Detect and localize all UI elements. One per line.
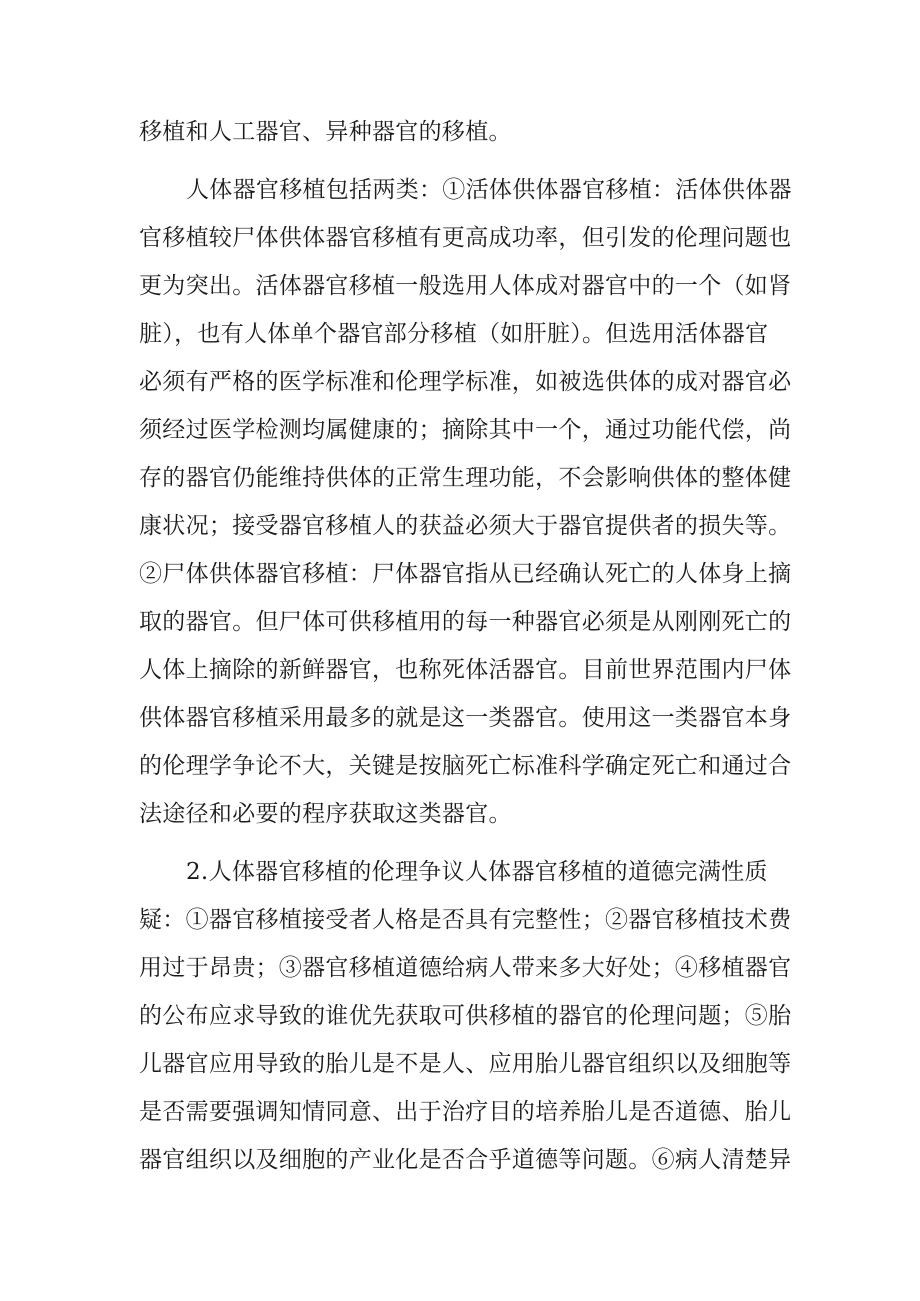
text-line: 移植和人工器官、异种器官的移植。 [139, 119, 512, 145]
text-line: 须经过医学检测均属健康的；摘除其中一个，通过功能代偿，尚 [139, 417, 792, 443]
text-line: 存的器官仍能维持供体的正常生理功能，不会影响供体的整体健 [139, 465, 792, 491]
text-line: 人体上摘除的新鲜器官，也称死体活器官。目前世界范围内尸体 [139, 657, 792, 683]
text-line: 器官组织以及细胞的产业化是否合乎道德等问题。⑥病人清楚异 [139, 1147, 792, 1173]
text-line: 儿器官应用导致的胎儿是不是人、应用胎儿器官组织以及细胞等 [139, 1051, 792, 1077]
text-line: 康状况；接受器官移植人的获益必须大于器官提供者的损失等。 [139, 513, 792, 539]
text-line: 是否需要强调知情同意、出于治疗目的培养胎儿是否道德、胎儿 [139, 1099, 792, 1125]
text-line: 供体器官移植采用最多的就是这一类器官。使用这一类器官本身 [139, 705, 792, 731]
text-line: ②尸体供体器官移植：尸体器官指从已经确认死亡的人体身上摘 [139, 561, 792, 587]
text-line: 更为突出。活体器官移植一般选用人体成对器官中的一个（如肾 [139, 273, 792, 299]
text-line: 取的器官。但尸体可供移植用的每一种器官必须是从刚刚死亡的 [139, 609, 792, 635]
text-line: 脏），也有人体单个器官部分移植（如肝脏）。但选用活体器官 [139, 321, 769, 347]
paragraph-first-line: 人体器官移植包括两类：①活体供体器官移植：活体供体器 [186, 177, 792, 203]
text-line: 的公布应求导致的谁优先获取可供移植的器官的伦理问题；⑤胎 [139, 1003, 792, 1029]
text-line: 用过于昂贵；③器官移植道德给病人带来多大好处；④移植器官 [139, 955, 792, 981]
text-line: 必须有严格的医学标准和伦理学标准，如被选供体的成对器官必 [139, 369, 792, 395]
paragraph-first-line: 2.人体器官移植的伦理争议人体器官移植的道德完满性质 [186, 859, 768, 885]
text-line: 法途径和必要的程序获取这类器官。 [139, 801, 512, 827]
text-line: 疑：①器官移植接受者人格是否具有完整性；②器官移植技术费 [139, 907, 792, 933]
text-line: 的伦理学争论不大，关键是按脑死亡标准科学确定死亡和通过合 [139, 753, 792, 779]
text-line: 官移植较尸体供体器官移植有更高成功率，但引发的伦理问题也 [139, 225, 792, 251]
